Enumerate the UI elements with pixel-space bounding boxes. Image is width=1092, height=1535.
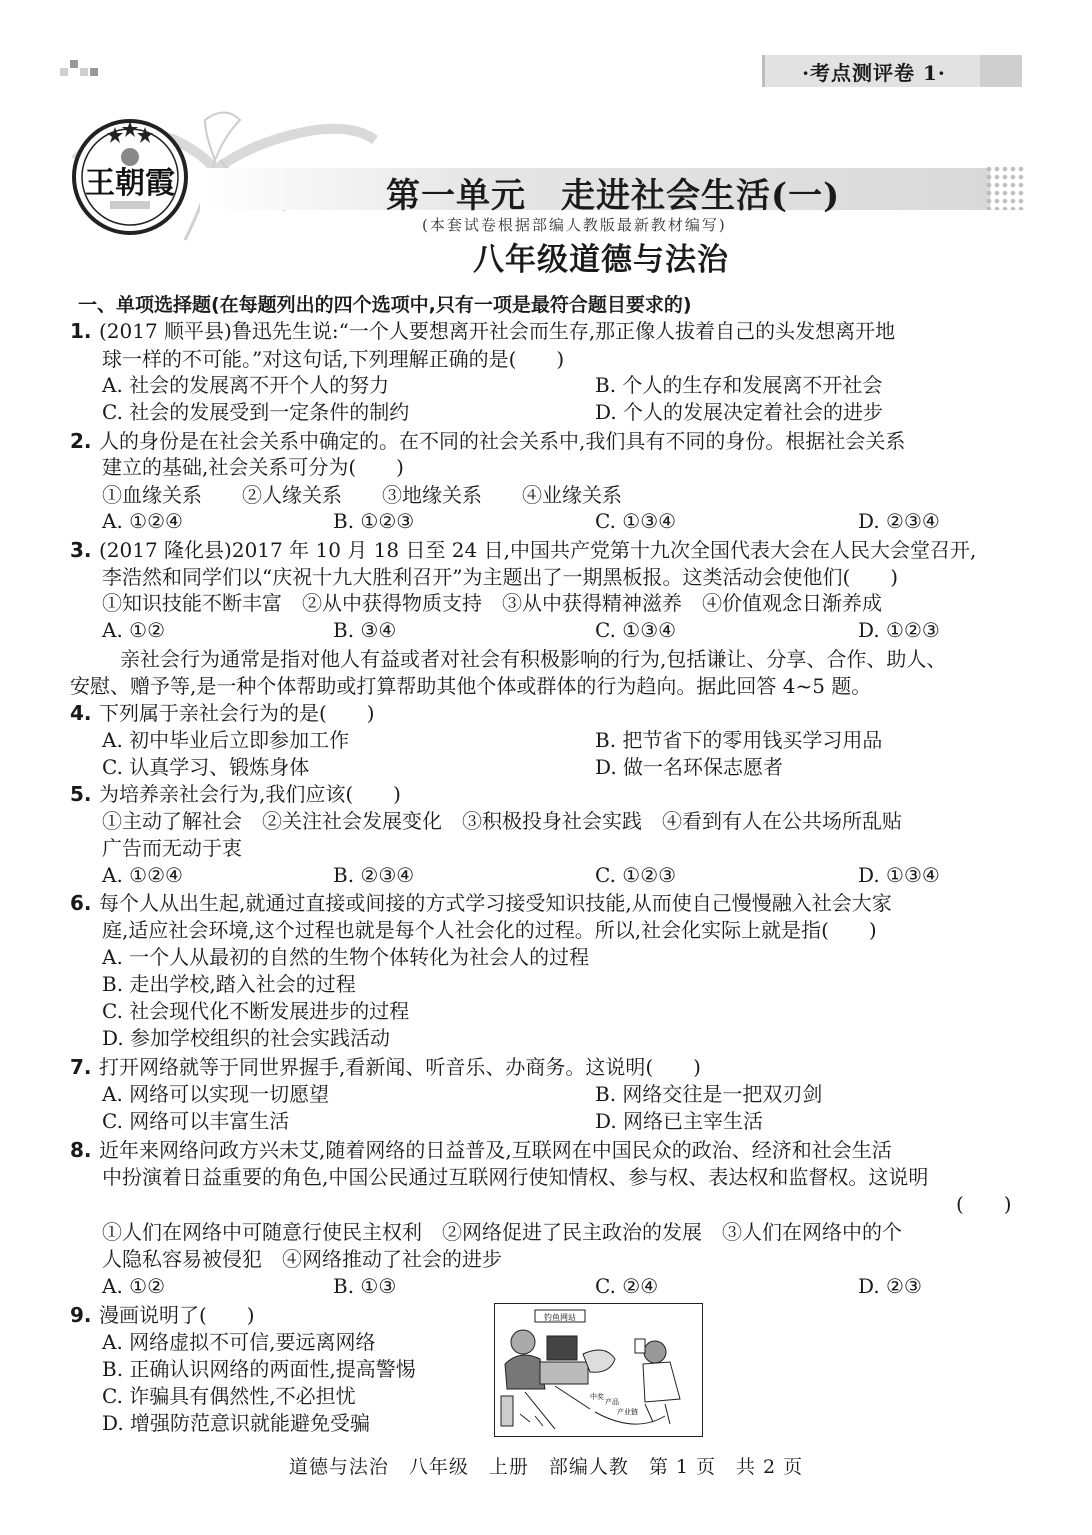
question-line: D. 参加学校组织的社会实践活动: [102, 1026, 391, 1050]
question-line: D. 增强防范意识就能避免受骗: [102, 1411, 371, 1435]
question-stem: 每个人从出生起,就通过直接或间接的方式学习接受知识技能,从而使自己慢慢融入社会大家: [99, 891, 892, 915]
edition-note: (本套试卷根据部编人教版最新教材编写): [422, 216, 727, 234]
exam-badge: ·考点测评卷 1·: [762, 55, 983, 87]
question-stem: (2017 隆化县)2017 年 10 月 18 日至 24 日,中国共产党第十九次全国代表大会在人民大会堂召开,: [99, 538, 977, 562]
option-b-or-d: D. 网络已主宰生活: [595, 1109, 764, 1133]
question-number: 7.: [70, 1055, 92, 1079]
question-stem: (2017 顺平县)鲁迅先生说:“一个人要想离开社会而生存,那正像人拔着自己的头发想离开地: [99, 319, 896, 343]
option-d: D. ①③④: [858, 863, 940, 887]
question-number: 6.: [70, 891, 92, 915]
option-b: B. ②③④: [333, 863, 415, 887]
option-a: A. ①②: [102, 618, 166, 642]
question-stem: 人的身份是在社会关系中确定的。在不同的社会关系中,我们具有不同的身份。根据社会关系: [99, 429, 906, 453]
unit-title: 第一单元 走进社会生活(一): [386, 176, 841, 216]
dot-pattern: [985, 165, 1025, 210]
question-number: 3.: [70, 538, 92, 562]
question-stem: 下列属于亲社会行为的是( ): [99, 701, 375, 725]
option-a-or-c: A. 网络可以实现一切愿望: [102, 1082, 330, 1106]
option-a-or-c: C. 认真学习、锻炼身体: [102, 755, 310, 779]
option-d: D. ②③: [858, 1274, 922, 1298]
option-c: C. ①②③: [595, 863, 677, 887]
option-b-or-d: D. 做一名环保志愿者: [595, 755, 784, 779]
question-stem: 打开网络就等于同世界握手,看新闻、听音乐、办商务。这说明( ): [99, 1055, 701, 1079]
question-line: A. 网络虚拟不可信,要远离网络: [102, 1330, 376, 1354]
question-number: 9.: [70, 1303, 92, 1327]
question-line: C. 社会现代化不断发展进步的过程: [102, 999, 410, 1023]
question-line: 李浩然和同学们以“庆祝十九大胜利召开”为主题出了一期黑板报。这类活动会使他们( ): [102, 565, 899, 589]
question-line: C. 诈骗具有偶然性,不必担忧: [102, 1384, 356, 1408]
corner-decoration: [60, 60, 100, 80]
option-b: B. ①②③: [333, 509, 415, 533]
option-c: C. ①③④: [595, 618, 677, 642]
cartoon-label-1: 中奖: [590, 1393, 604, 1401]
option-a: A. ①②④: [102, 863, 183, 887]
question-line: 中扮演着日益重要的角色,中国公民通过互联网行使知情权、参与权、表达权和监督权。这说明: [102, 1165, 929, 1189]
section-heading: 一、单项选择题(在每题列出的四个选项中,只有一项是最符合题目要求的): [78, 294, 692, 316]
option-a: A. ①②: [102, 1274, 166, 1298]
question-number: 5.: [70, 782, 92, 806]
cartoon-label-3: 产业链: [617, 1408, 638, 1416]
option-a-or-c: A. 社会的发展离不开个人的努力: [102, 373, 390, 397]
option-b-or-d: B. 个人的生存和发展离不开社会: [595, 373, 883, 397]
subject-title: 八年级道德与法治: [473, 242, 729, 278]
answer-bracket: ( ): [956, 1192, 1012, 1216]
question-line: ①人们在网络中可随意行使民主权利 ②网络促进了民主政治的发展 ③人们在网络中的个: [102, 1220, 902, 1244]
option-c: C. ①③④: [595, 509, 677, 533]
question-number: 2.: [70, 429, 92, 453]
option-b-or-d: D. 个人的发展决定着社会的进步: [595, 400, 884, 424]
reading-passage: 安慰、赠予等,是一种个体帮助或打算帮助其他个体或群体的行为趋向。据此回答 4~5 题。: [70, 674, 872, 698]
option-b: B. ①③: [333, 1274, 397, 1298]
reading-passage: 亲社会行为通常是指对他人有益或者对社会有积极影响的行为,包括谦让、分享、合作、助人、: [120, 647, 947, 671]
option-b-or-d: B. 把节省下的零用钱买学习用品: [595, 728, 883, 752]
question-stem: 近年来网络问政方兴未艾,随着网络的日益普及,互联网在中国民众的政治、经济和社会生活: [99, 1138, 892, 1162]
cartoon-image: [494, 1303, 703, 1437]
option-a-or-c: C. 网络可以丰富生活: [102, 1109, 290, 1133]
option-d: D. ②③④: [858, 509, 940, 533]
option-d: D. ①②③: [858, 618, 940, 642]
option-b: B. ③④: [333, 618, 397, 642]
question-line: 建立的基础,社会关系可分为( ): [102, 455, 404, 479]
question-line: 广告而无动于衷: [102, 836, 242, 860]
question-line: ①血缘关系 ②人缘关系 ③地缘关系 ④业缘关系: [102, 483, 622, 507]
option-a: A. ①②④: [102, 509, 183, 533]
question-line: ①主动了解社会 ②关注社会发展变化 ③积极投身社会实践 ④看到有人在公共场所乱贴: [102, 809, 902, 833]
question-stem: 漫画说明了( ): [99, 1303, 255, 1327]
question-line: 人隐私容易被侵犯 ④网络推动了社会的进步: [102, 1247, 502, 1271]
cartoon-sign: 钓鱼网站: [544, 1313, 576, 1322]
question-line: 庭,适应社会环境,这个过程也就是每个人社会化的过程。所以,社会化实际上就是指( ): [102, 918, 877, 942]
question-line: 球一样的不可能。”对这句话,下列理解正确的是( ): [102, 347, 565, 371]
question-line: A. 一个人从最初的自然的生物个体转化为社会人的过程: [102, 945, 590, 969]
option-a-or-c: C. 社会的发展受到一定条件的制约: [102, 400, 410, 424]
logo-text: 王朝霞: [85, 166, 175, 201]
question-line: B. 正确认识网络的两面性,提高警惕: [102, 1357, 416, 1381]
question-number: 1.: [70, 319, 92, 343]
publisher-logo: [70, 115, 190, 235]
option-b-or-d: B. 网络交往是一把双刃剑: [595, 1082, 823, 1106]
badge-tail: [980, 55, 1022, 87]
cartoon-label-2: 产品: [605, 1398, 619, 1406]
option-c: C. ②④: [595, 1274, 659, 1298]
page-footer: 道德与法治 八年级 上册 部编人教 第 1 页 共 2 页: [288, 1456, 804, 1478]
question-number: 4.: [70, 701, 92, 725]
question-line: ①知识技能不断丰富 ②从中获得物质支持 ③从中获得精神滋养 ④价值观念日渐养成: [102, 591, 882, 615]
question-number: 8.: [70, 1138, 92, 1162]
question-stem: 为培养亲社会行为,我们应该( ): [99, 782, 401, 806]
question-line: B. 走出学校,踏入社会的过程: [102, 972, 356, 996]
option-a-or-c: A. 初中毕业后立即参加工作: [102, 728, 350, 752]
